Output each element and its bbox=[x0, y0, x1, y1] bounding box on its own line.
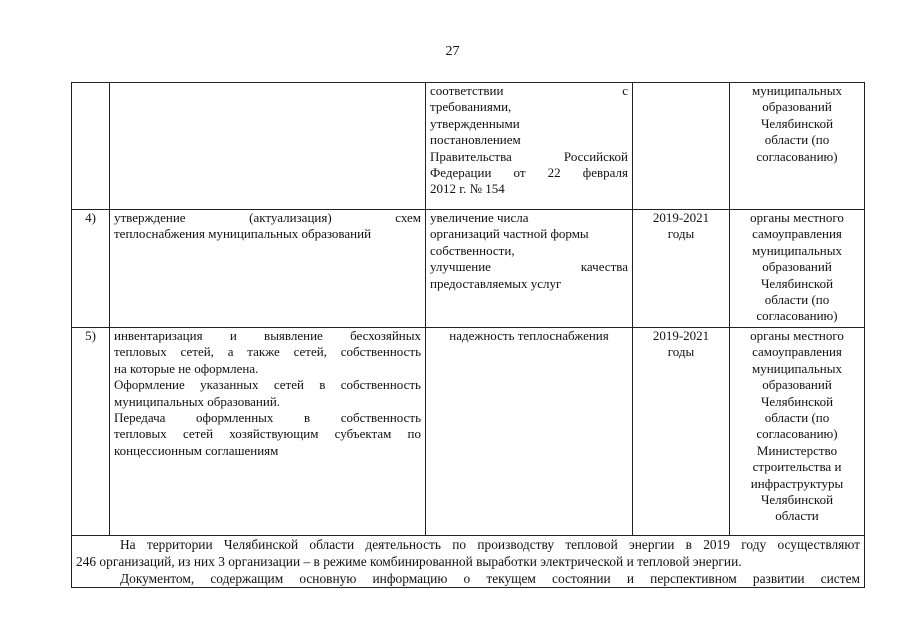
activity-cell bbox=[110, 83, 426, 210]
text-line: Правительства Российской bbox=[430, 148, 628, 164]
measures-table bbox=[71, 82, 865, 588]
text-line: муниципальных bbox=[751, 83, 842, 98]
result-cell bbox=[426, 210, 633, 328]
table-row bbox=[72, 210, 865, 328]
text-line: утвержденными bbox=[430, 115, 520, 131]
text-line: тепловых сетей хозяйствующим субъектам по bbox=[114, 426, 421, 442]
result-cell bbox=[426, 328, 633, 536]
text-line: инвентаризация и выявление бесхозяйных bbox=[114, 328, 421, 343]
text-line: утверждение (актуализация) схем bbox=[114, 210, 421, 225]
activity-cell bbox=[110, 210, 426, 328]
table-row bbox=[72, 83, 865, 210]
text-line: на которые не оформлена. bbox=[114, 360, 259, 376]
text-line: Челябинской bbox=[760, 393, 834, 409]
text-line: органы местного bbox=[750, 328, 844, 343]
text-line: предоставляемых услуг bbox=[430, 275, 562, 291]
row-number bbox=[72, 83, 110, 210]
text-line: муниципальных bbox=[751, 242, 842, 258]
executor-cell bbox=[730, 210, 865, 328]
text-line: Челябинской bbox=[760, 492, 834, 508]
text-line: муниципальных образований. bbox=[114, 393, 281, 409]
text-line: области (по bbox=[764, 292, 830, 308]
text-line: 2012 г. № 154 bbox=[430, 181, 505, 197]
text-line: тепловых сетей, а также сетей, собственность bbox=[114, 344, 421, 360]
result-cell bbox=[426, 83, 633, 210]
text-line: увеличение числа bbox=[430, 210, 529, 225]
paragraph-row bbox=[72, 536, 865, 588]
text-line: соответствии с bbox=[430, 83, 628, 98]
text-line: согласованию) bbox=[756, 308, 838, 324]
text-line: Федерации от 22 февраля bbox=[430, 165, 628, 181]
text-line: 2019-2021 bbox=[652, 328, 710, 343]
activity-cell bbox=[110, 328, 426, 536]
body-text bbox=[72, 536, 865, 588]
text-line: собственности, bbox=[430, 242, 515, 258]
row-number: 4) bbox=[72, 210, 110, 328]
term-cell bbox=[633, 328, 730, 536]
text-line: улучшение качества bbox=[430, 259, 628, 275]
text-line: муниципальных bbox=[751, 360, 842, 376]
text-line: Челябинской bbox=[760, 275, 834, 291]
text-line: Передача оформленных в собственность bbox=[114, 410, 421, 426]
executor-cell bbox=[730, 83, 865, 210]
paragraph-line: 246 организаций, из них 3 организации – в режиме комбинированной выработки электрической и тепловой энергии. bbox=[76, 554, 742, 569]
text-line: согласованию) bbox=[756, 148, 838, 164]
text-line: самоуправления bbox=[752, 226, 842, 242]
term-cell bbox=[633, 210, 730, 328]
text-line: образований bbox=[762, 99, 832, 115]
text-line: надежность теплоснабжения bbox=[449, 328, 609, 343]
paragraph-line: На территории Челябинской области деятельность по производству тепловой энергии в 2019 году осуществляют bbox=[120, 537, 860, 552]
text-line: постановлением bbox=[430, 132, 521, 148]
text-line: 2019-2021 bbox=[652, 210, 710, 225]
executor-cell bbox=[730, 328, 865, 536]
text-line: Министерство bbox=[756, 442, 838, 458]
text-line: самоуправления bbox=[752, 344, 842, 360]
table-row bbox=[72, 328, 865, 536]
text-line: области (по bbox=[764, 132, 830, 148]
text-line: образований bbox=[762, 259, 832, 275]
text-line: области bbox=[775, 508, 819, 524]
text-line: области (по bbox=[764, 410, 830, 426]
text-line: концессионным соглашениям bbox=[114, 442, 279, 458]
text-line: организаций частной формы bbox=[430, 226, 589, 242]
text-line: Челябинской bbox=[760, 115, 834, 131]
text-line: образований bbox=[762, 377, 832, 393]
text-line: годы bbox=[667, 226, 695, 242]
paragraph-line: Документом, содержащим основную информацию о текущем состоянии и перспективном развитии систем bbox=[120, 571, 860, 586]
text-line: согласованию) bbox=[756, 426, 838, 442]
term-cell bbox=[633, 83, 730, 210]
page-number: 27 bbox=[445, 44, 460, 59]
text-line: органы местного bbox=[750, 210, 844, 225]
text-line: инфраструктуры bbox=[750, 475, 844, 491]
text-line: теплоснабжения муниципальных образований bbox=[114, 226, 372, 242]
text-line: строительства и bbox=[752, 459, 842, 475]
text-line: Оформление указанных сетей в собственность bbox=[114, 377, 421, 393]
text-line: годы bbox=[667, 344, 695, 360]
row-number: 5) bbox=[72, 328, 110, 536]
text-line: требованиями, bbox=[430, 99, 512, 115]
